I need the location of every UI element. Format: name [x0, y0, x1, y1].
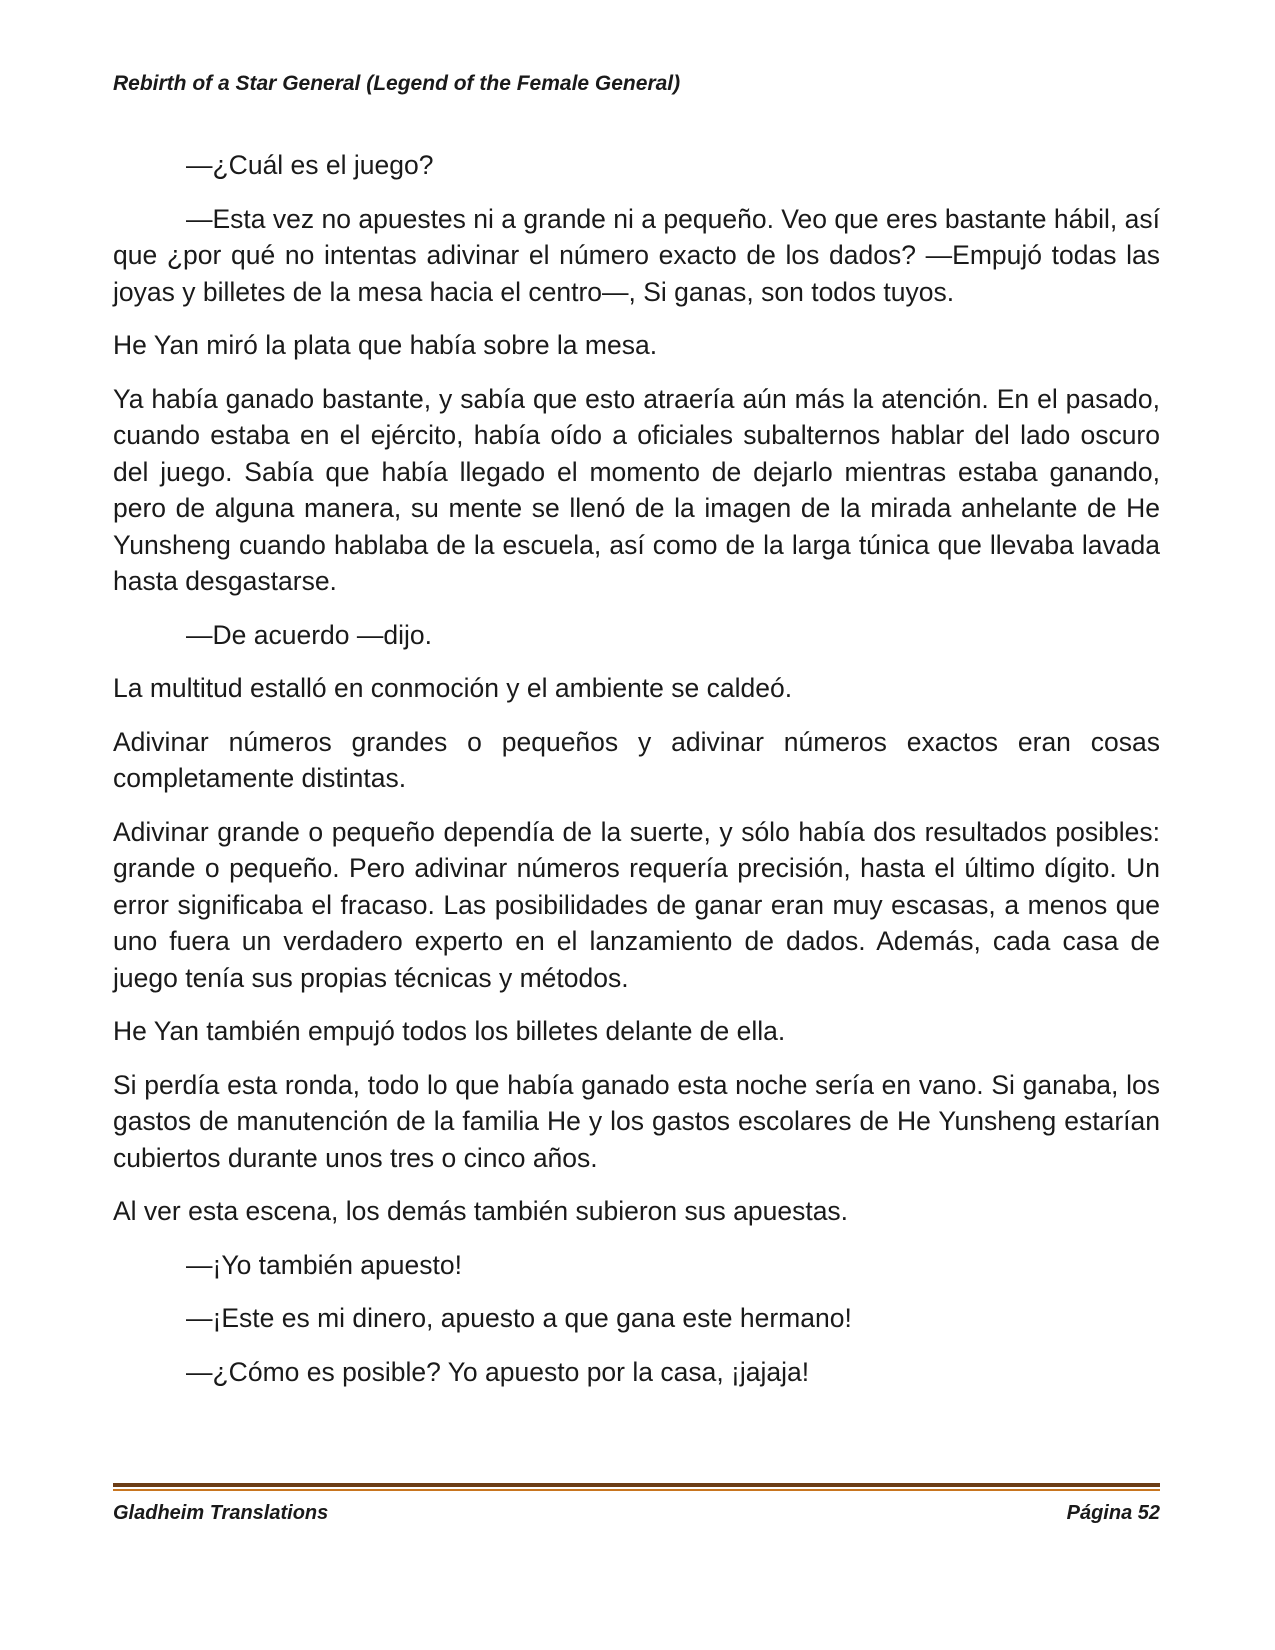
- paragraph: —¿Cuál es el juego?: [186, 150, 434, 180]
- paragraph: —Esta vez no apuestes ni a grande ni a pequeño. Veo que eres bastante hábil, así que ¿por qué no intentas adivinar el número exacto de los dados? —Empujó todas las joyas y billetes de la mesa hacia el centro—, Si ganas, son todos tuyos.: [113, 203, 1160, 307]
- footer-divider: [113, 1483, 1160, 1491]
- paragraph: —¡Yo también apuesto!: [186, 1249, 462, 1280]
- paragraph: He Yan también empujó todos los billetes delante de ella.: [113, 1016, 786, 1046]
- body-text: [113, 147, 1160, 1407]
- paragraph: Ya había ganado bastante, y sabía que esto atraería aún más la atención. En el pasado, cuando estaba en el ejército, había oído a oficiales subalternos hablar del lado oscuro del juego. Sabía que había llegado el momento de dejarlo mientras estaba ganando, pero de alguna manera, su mente se llenó de la imagen de la mirada anhelante de He Yunsheng cuando hablaba de la escuela, así como de la larga túnica que llevaba lavada hasta desgastarse.: [113, 383, 1160, 596]
- page-number: Página 52: [1066, 1502, 1160, 1524]
- footer-publisher: Gladheim Translations: [113, 1502, 329, 1524]
- paragraph: —De acuerdo —dijo.: [186, 619, 432, 650]
- paragraph: Al ver esta escena, los demás también subieron sus apuestas.: [113, 1196, 849, 1226]
- paragraph: —¡Este es mi dinero, apuesto a que gana este hermano!: [186, 1303, 852, 1333]
- running-header: Rebirth of a Star General (Legend of the Female General): [113, 72, 681, 95]
- paragraph: —¿Cómo es posible? Yo apuesto por la casa, ¡jajaja!: [186, 1356, 810, 1387]
- paragraph: La multitud estalló en conmoción y el ambiente se caldeó.: [113, 673, 793, 703]
- footer-divider-thin: [113, 1489, 1160, 1491]
- paragraph: Si perdía esta ronda, todo lo que había ganado esta noche sería en vano. Si ganaba, los gastos de manutención de la familia He y los gastos escolares de He Yunsheng estarían cubiertos durante unos tres o cinco años.: [113, 1069, 1160, 1173]
- paragraph: Adivinar grande o pequeño dependía de la suerte, y sólo había dos resultados posibles: grande o pequeño. Pero adivinar números requería precisión, hasta el último dígito. Un error significaba el fracaso. Las posibilidades de ganar eran muy escasas, a menos que uno fuera un verdadero experto en el lanzamiento de dados. Además, cada casa de juego tenía sus propias técnicas y métodos.: [113, 816, 1160, 993]
- paragraph: He Yan miró la plata que había sobre la mesa.: [113, 330, 658, 360]
- footer-divider-thick: [113, 1483, 1160, 1487]
- paragraph: Adivinar números grandes o pequeños y adivinar números exactos eran cosas completamente distintas.: [113, 726, 1160, 793]
